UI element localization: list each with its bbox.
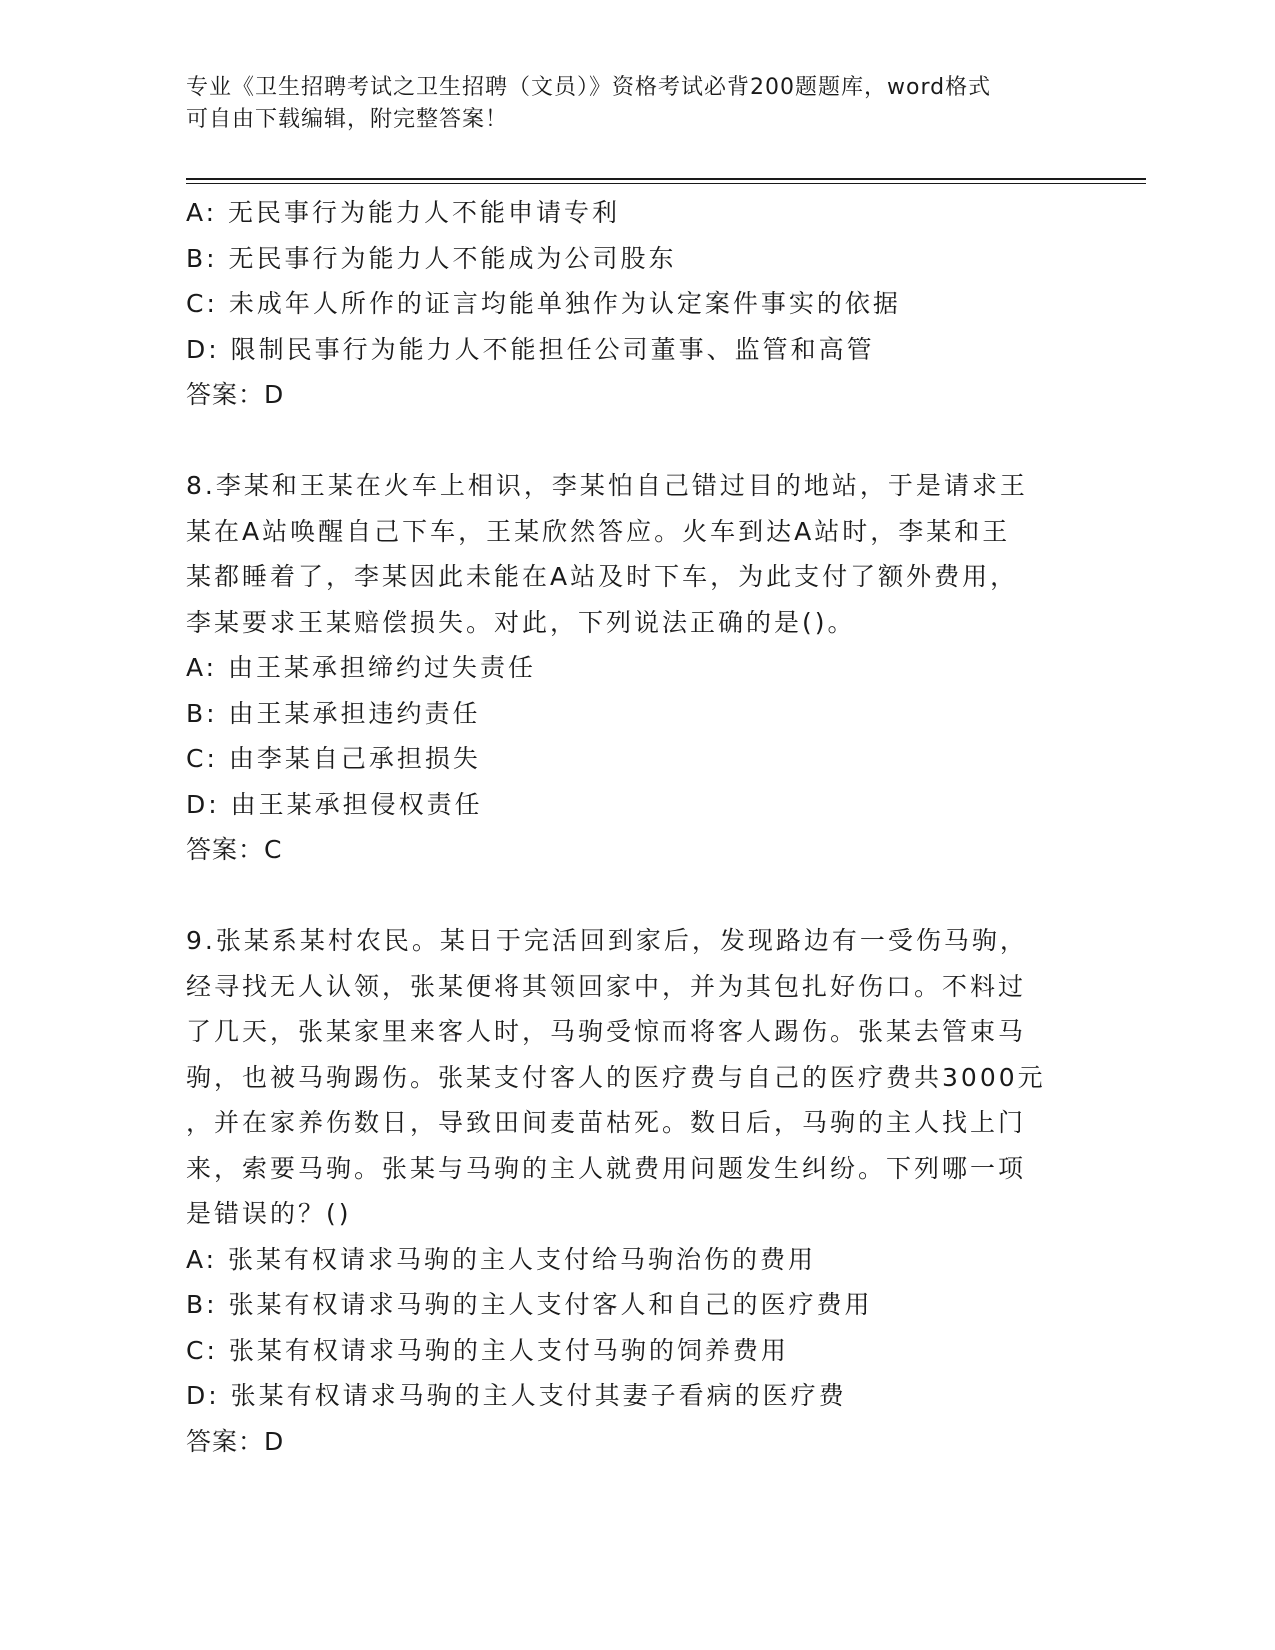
question-stem-line: 李某要求王某赔偿损失。对此，下列说法正确的是()。 bbox=[186, 607, 856, 637]
question-stem-line: 驹，也被马驹踢伤。张某支付客人的医疗费与自己的医疗费共3000元 bbox=[186, 1062, 1046, 1092]
question-7 bbox=[186, 190, 1066, 418]
question-stem-line: 经寻找无人认领，张某便将其领回家中，并为其包扎好伤口。不料过 bbox=[186, 971, 1027, 1001]
option-d: D: 由王某承担侵权责任 bbox=[186, 789, 483, 819]
option-b: B: 由王某承担违约责任 bbox=[186, 698, 481, 728]
question-stem-line: 了几天，张某家里来客人时，马驹受惊而将客人踢伤。张某去管束马 bbox=[186, 1017, 1027, 1046]
document-header bbox=[186, 72, 1066, 136]
header-line-1: 专业《卫生招聘考试之卫生招聘（文员）》资格考试必背200题题库，word格式 bbox=[186, 75, 992, 100]
answer: 答案：D bbox=[186, 380, 285, 409]
header-divider-thick bbox=[186, 178, 1146, 180]
option-b: B: 张某有权请求马驹的主人支付客人和自己的医疗费用 bbox=[186, 1290, 873, 1319]
answer: 答案：D bbox=[186, 1426, 285, 1456]
question-stem-line: 8.李某和王某在火车上相识，李某怕自己错过目的地站，于是请求王 bbox=[186, 471, 1028, 500]
question-stem-line: 某在A站唤醒自己下车，王某欣然答应。火车到达A站时，李某和王 bbox=[186, 516, 1011, 546]
option-a: A: 由王某承担缔约过失责任 bbox=[186, 653, 537, 682]
option-b: B: 无民事行为能力人不能成为公司股东 bbox=[186, 243, 677, 273]
question-list bbox=[186, 190, 1066, 1464]
option-a: A: 无民事行为能力人不能申请专利 bbox=[186, 198, 621, 227]
question-stem-line: 是错误的？() bbox=[186, 1199, 352, 1228]
spacer bbox=[186, 873, 1066, 919]
question-9 bbox=[186, 918, 1066, 1464]
header-line-2: 可自由下载编辑，附完整答案！ bbox=[186, 107, 509, 132]
option-c: C: 张某有权请求马驹的主人支付马驹的饲养费用 bbox=[186, 1335, 789, 1365]
option-c: C: 由李某自己承担损失 bbox=[186, 744, 481, 773]
header-divider-thin bbox=[186, 183, 1146, 184]
question-8 bbox=[186, 463, 1066, 873]
question-stem-line: ，并在家养伤数日，导致田间麦苗枯死。数日后，马驹的主人找上门 bbox=[186, 1108, 1027, 1137]
question-stem-line: 某都睡着了，李某因此未能在A站及时下车，为此支付了额外费用， bbox=[186, 562, 1019, 591]
question-stem-line: 来，索要马驹。张某与马驹的主人就费用问题发生纠纷。下列哪一项 bbox=[186, 1153, 1027, 1183]
answer: 答案：C bbox=[186, 835, 283, 864]
option-d: D: 张某有权请求马驹的主人支付其妻子看病的医疗费 bbox=[186, 1381, 847, 1410]
option-a: A: 张某有权请求马驹的主人支付给马驹治伤的费用 bbox=[186, 1244, 817, 1274]
option-d: D: 限制民事行为能力人不能担任公司董事、监管和高管 bbox=[186, 334, 875, 364]
option-c: C: 未成年人所作的证言均能单独作为认定案件事实的依据 bbox=[186, 289, 901, 318]
question-stem-line: 9.张某系某村农民。某日于完活回到家后，发现路边有一受伤马驹， bbox=[186, 926, 1028, 955]
spacer bbox=[186, 418, 1066, 464]
